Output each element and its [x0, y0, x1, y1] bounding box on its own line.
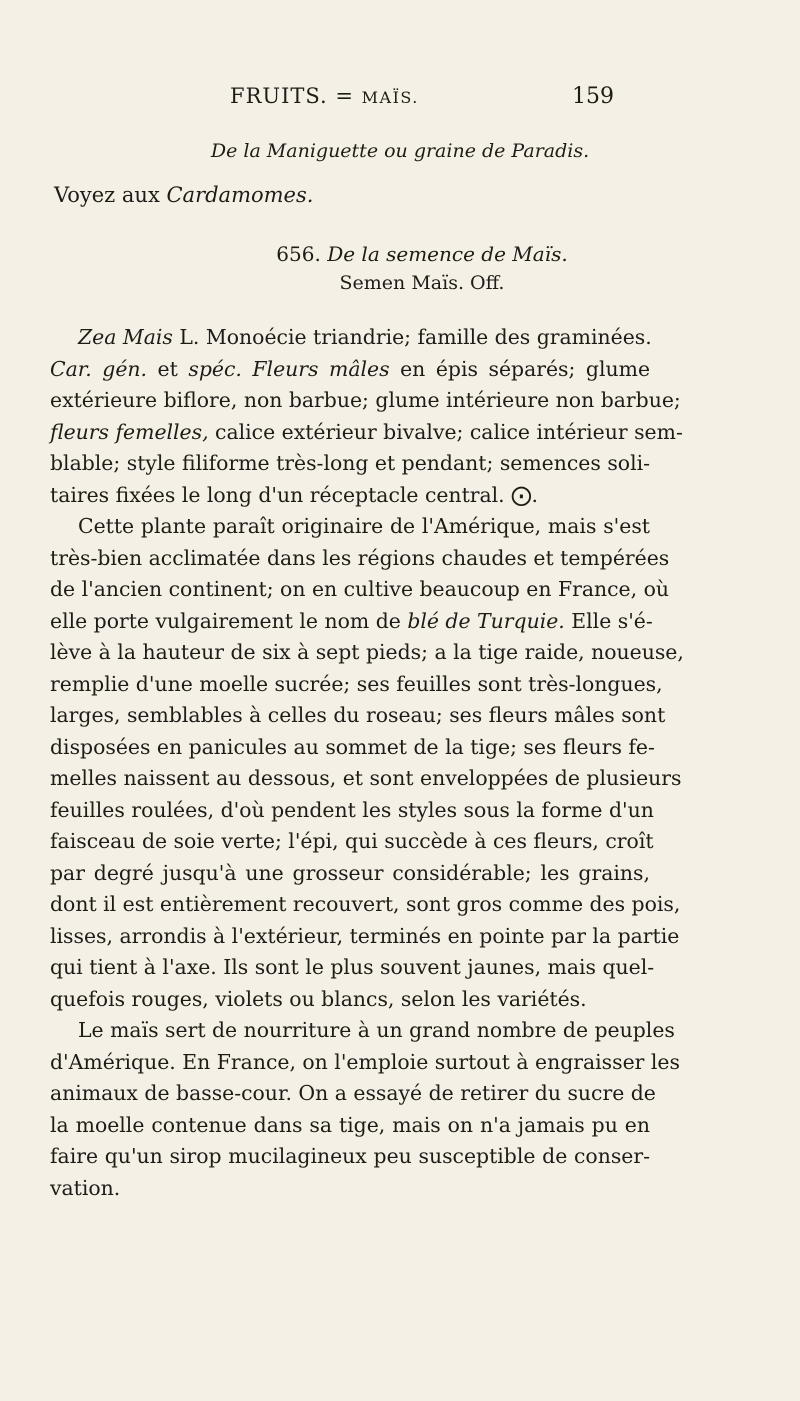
entry-number: 656.: [276, 242, 328, 266]
paragraph-description: [50, 322, 684, 1204]
page-number: 159: [572, 84, 614, 109]
running-title: FRUITS. =: [230, 84, 362, 108]
entry-title-text: De la semence de Maïs.: [327, 242, 568, 266]
text-line: quefois rouges, violets ou blancs, selon les variétés.: [50, 986, 587, 1011]
text-line: lève à la hauteur de six à sept pieds; a la tige raide, noueuse,: [50, 640, 684, 664]
text-line: remplie d'une moelle sucrée; ses feuilles sont très-longues,: [50, 671, 663, 696]
running-title-small: MAÏS.: [361, 88, 419, 107]
text-line: de l'ancien continent; on en cultive beaucoup en France, où: [50, 577, 669, 601]
text-line: disposées en panicules au sommet de la tige; ses fleurs fe-: [50, 734, 655, 759]
text-line: Car. gén. et spéc. Fleurs mâles en épis séparés; glume: [50, 356, 651, 381]
text-line: faire qu'un sirop mucilagineux peu susceptible de conser-: [50, 1144, 650, 1168]
text-line: Le maïs sert de nourriture à un grand nombre de peuples: [78, 1018, 675, 1042]
text-line: blable; style filiforme très-long et pendant; semences soli-: [50, 451, 650, 475]
text-line: lisses, arrondis à l'extérieur, terminés en pointe par la partie: [50, 923, 680, 948]
entry-title: [22, 242, 800, 266]
text-line: Cette plante paraît originaire de l'Amérique, mais s'est: [78, 514, 650, 538]
text-line: fleurs femelles, calice extérieur bivalve; calice intérieur sem-: [50, 419, 683, 444]
cross-reference: [54, 180, 654, 212]
text-line: Zea Mais L. Monoécie triandrie; famille des graminées.: [78, 325, 652, 349]
text-line: vation.: [50, 1175, 121, 1200]
text-line: extérieure biflore, non barbue; glume intérieure non barbue;: [50, 388, 681, 412]
cross-reference-target: Cardamomes.: [166, 183, 314, 207]
text-line: melles naissent au dessous, et sont enveloppées de plusieurs: [50, 766, 682, 790]
entry-latin-name: Semen Maïs. Off.: [339, 272, 505, 294]
entry-number-title: [276, 242, 567, 266]
text-line: elle porte vulgairement le nom de blé de Turquie. Elle s'é-: [50, 608, 653, 633]
text-line: taires fixées le long d'un réceptacle central. ⨀.: [50, 482, 539, 507]
text-line: dont il est entièrement recouvert, sont gros comme des pois,: [50, 892, 681, 916]
text-line: d'Amérique. En France, on l'emploie surtout à engraisser les: [50, 1049, 680, 1074]
text-line: faisceau de soie verte; l'épi, qui succède à ces fleurs, croît: [50, 829, 654, 853]
text-line: très-bien acclimatée dans les régions chaudes et tempérées: [50, 545, 670, 570]
text-line: animaux de basse-cour. On a essayé de retirer du sucre de: [50, 1081, 656, 1105]
cross-reference-lead: Voyez aux: [54, 183, 167, 207]
text-line: la moelle contenue dans sa tige, mais on n'a jamais pu en: [50, 1112, 650, 1137]
section-title: De la Maniguette ou graine de Paradis.: [210, 140, 590, 162]
text-line: feuilles roulées, d'où pendent les styles sous la forme d'un: [50, 797, 654, 822]
running-head: [230, 84, 419, 108]
text-line: larges, semblables à celles du roseau; ses fleurs mâles sont: [50, 703, 666, 727]
text-line: qui tient à l'axe. Ils sont le plus souvent jaunes, mais quel-: [50, 955, 655, 979]
text-line: par degré jusqu'à une grosseur considérable; les grains,: [50, 860, 650, 885]
